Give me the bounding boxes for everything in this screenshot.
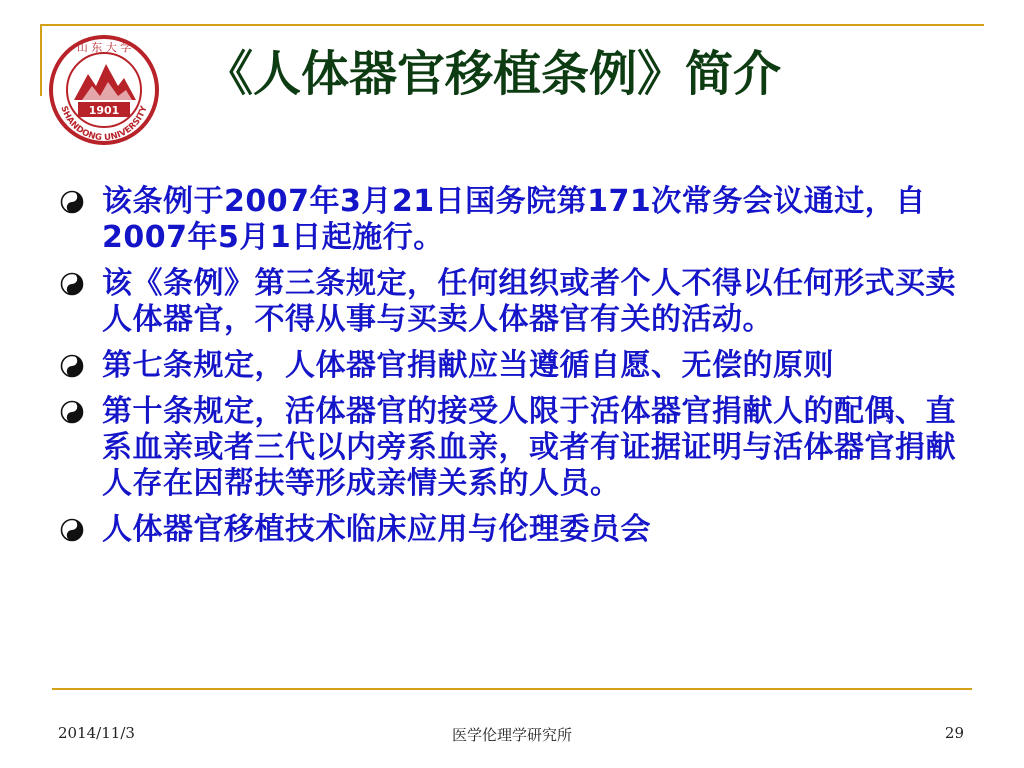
slide-title: 《人体器官移植条例》简介 bbox=[205, 46, 782, 102]
logo-year: 1901 bbox=[88, 104, 120, 117]
footer-date: 2014/11/3 bbox=[58, 724, 135, 742]
left-divider-line bbox=[40, 24, 42, 96]
bullet-item bbox=[60, 512, 965, 548]
yin-yang-bullet-icon bbox=[60, 354, 84, 378]
logo-upper-text: 山 东 大 学 bbox=[76, 41, 132, 54]
bullet-item bbox=[60, 394, 965, 502]
yin-yang-bullet-icon bbox=[60, 272, 84, 296]
shandong-university-seal-icon bbox=[48, 34, 160, 146]
bullet-text: 该《条例》第三条规定，任何组织或者个人不得以任何形式买卖人体器官，不得从事与买卖人体器官有关的活动。 bbox=[102, 266, 956, 337]
footer-organization: 医学伦理学研究所 bbox=[451, 726, 572, 744]
bullet-item bbox=[60, 348, 965, 384]
yin-yang-bullet-icon bbox=[60, 190, 84, 214]
bullet-text: 第七条规定，人体器官捐献应当遵循自愿、无偿的原则 bbox=[102, 348, 834, 383]
bullet-item bbox=[60, 184, 965, 256]
yin-yang-bullet-icon bbox=[60, 518, 84, 542]
bullet-text: 该条例于2007年3月21日国务院第171次常务会议通过，自2007年5月1日起施行。 bbox=[102, 184, 926, 255]
bullet-list bbox=[60, 184, 965, 558]
logo-ring-text: SHANDONG UNIVERSITY bbox=[58, 104, 150, 144]
bottom-divider-line bbox=[52, 688, 972, 690]
top-divider-line bbox=[40, 24, 984, 26]
bullet-item bbox=[60, 266, 965, 338]
bullet-text: 第十条规定，活体器官的接受人限于活体器官捐献人的配偶、直系血亲或者三代以内旁系血亲，或者有证据证明与活体器官捐献人存在因帮扶等形成亲情关系的人员。 bbox=[102, 394, 956, 501]
bullet-text: 人体器官移植技术临床应用与伦理委员会 bbox=[102, 512, 651, 547]
footer-page-number: 29 bbox=[944, 724, 964, 742]
yin-yang-bullet-icon bbox=[60, 400, 84, 424]
